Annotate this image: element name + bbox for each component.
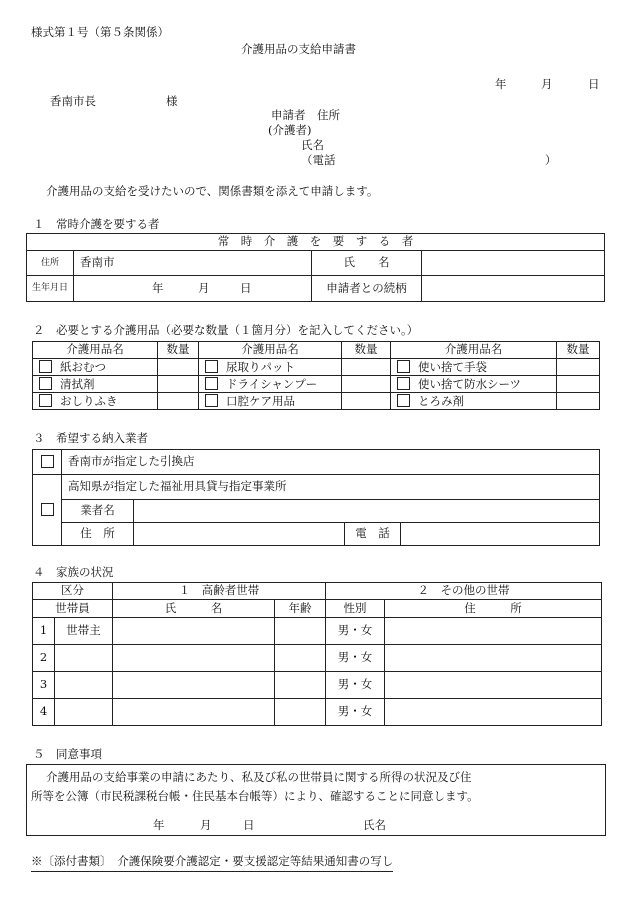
item-urine-pad[interactable]: 尿取りパット (199, 359, 342, 376)
vendor-option2-label: 高知県が指定した福祉用具貸与指定事業所 (62, 475, 600, 500)
name-field[interactable] (113, 618, 275, 645)
item-name-header: 介護用品名 (33, 342, 158, 359)
checkbox[interactable] (397, 377, 410, 390)
checkbox[interactable] (39, 360, 52, 373)
checkbox[interactable] (39, 394, 52, 407)
birth-day-label: 日 (240, 281, 252, 295)
consent-year-label: 年 (153, 818, 165, 832)
sex-field[interactable]: 男・女 (326, 618, 385, 645)
qty-header: 数量 (557, 342, 600, 359)
sex-header: 性別 (326, 600, 385, 618)
qty-field[interactable] (158, 359, 199, 376)
consent-day-label: 日 (243, 818, 255, 832)
vendor-address-label: 住 所 (62, 523, 134, 546)
checkbox[interactable] (205, 360, 218, 373)
member-header: 世帯員 (33, 600, 113, 618)
family-table (32, 582, 602, 726)
item-name-header: 介護用品名 (199, 342, 342, 359)
vendor-phone-label: 電 話 (345, 523, 401, 546)
birthdate-label: 生年月日 (27, 276, 74, 302)
relation-label: 申請者との続柄 (312, 276, 422, 302)
row-number: 3 (33, 672, 55, 699)
vendor-option1-checkbox[interactable] (33, 450, 62, 475)
consent-text-line1: 介護用品の支給事業の申請にあたり、私及び私の世帯員に関する所得の状況及び住 (46, 770, 472, 784)
page-title: 介護用品の支給申請書 (241, 42, 356, 56)
age-field[interactable] (275, 618, 326, 645)
address-field[interactable] (385, 618, 602, 645)
intro-text: 介護用品の支給を受けたいので、関係書類を添えて申請します。 (46, 184, 379, 198)
consent-text-line2: 所等を公簿（市民税課税台帳・住民基本台帳等）により、確認することに同意します。 (31, 789, 479, 803)
name-field[interactable] (113, 699, 275, 726)
checkbox[interactable] (39, 377, 52, 390)
vendor-address-field[interactable] (134, 523, 345, 546)
sex-field[interactable]: 男・女 (326, 672, 385, 699)
age-field[interactable] (275, 699, 326, 726)
checkbox[interactable] (397, 360, 410, 373)
name-field[interactable] (113, 645, 275, 672)
attachment-note (31, 856, 393, 868)
vendor-option2-checkbox[interactable] (33, 475, 62, 546)
date-year-label: 年 (495, 77, 507, 91)
sex-field[interactable]: 男・女 (326, 645, 385, 672)
care-recipient-table (26, 233, 605, 302)
section5-heading: ５ 同意事項 (33, 747, 102, 761)
qty-field[interactable] (342, 359, 391, 376)
household-type-elderly[interactable]: １ 高齢者世帯 (113, 583, 326, 600)
qty-field[interactable] (557, 376, 600, 393)
qty-header: 数量 (342, 342, 391, 359)
name-header: 氏 名 (113, 600, 275, 618)
birthdate-field[interactable] (74, 276, 312, 302)
vendor-phone-field[interactable] (401, 523, 600, 546)
name-field[interactable] (113, 672, 275, 699)
consent-month-label: 月 (200, 818, 212, 832)
age-field[interactable] (275, 672, 326, 699)
section1-heading: １ 常時介護を要する者 (33, 217, 160, 231)
age-header: 年齢 (275, 600, 326, 618)
item-wipes[interactable]: おしりふき (33, 393, 158, 410)
address-label: 住所 (27, 251, 74, 276)
applicant-phone-label: （電話 (301, 153, 336, 167)
consent-box (26, 764, 606, 836)
checkbox[interactable] (397, 394, 410, 407)
date-day-label: 日 (588, 77, 600, 91)
item-name-header: 介護用品名 (391, 342, 557, 359)
member-cell[interactable] (55, 699, 113, 726)
item-dry-shampoo[interactable]: ドライシャンプー (199, 376, 342, 393)
section4-heading: ４ 家族の状況 (33, 565, 114, 579)
row-number: 2 (33, 645, 55, 672)
consent-name-label: 氏名 (363, 818, 386, 832)
birth-year-label: 年 (152, 281, 164, 295)
addressee: 香南市長 (50, 94, 96, 108)
address-field[interactable] (385, 672, 602, 699)
honorific: 様 (166, 94, 178, 108)
item-thickener[interactable]: とろみ剤 (391, 393, 557, 410)
address-field[interactable]: 香南市 (74, 251, 312, 276)
care-items-table (32, 341, 600, 410)
caregiver-label: (介護者) (268, 123, 312, 137)
address-field[interactable] (385, 699, 602, 726)
item-oral-care[interactable]: 口腔ケア用品 (199, 393, 342, 410)
item-cleanser[interactable]: 清拭剤 (33, 376, 158, 393)
qty-field[interactable] (158, 393, 199, 410)
relation-field[interactable] (422, 276, 605, 302)
qty-field[interactable] (557, 393, 600, 410)
sex-field[interactable]: 男・女 (326, 699, 385, 726)
qty-header: 数量 (158, 342, 199, 359)
item-waterproof-sheet[interactable]: 使い捨て防水シーツ (391, 376, 557, 393)
form-number: 様式第１号（第５条関係） (31, 25, 169, 39)
applicant-address-label: 申請者 住所 (271, 108, 340, 122)
applicant-name-label: 氏名 (301, 138, 324, 152)
item-diapers[interactable]: 紙おむつ (33, 359, 158, 376)
checkbox[interactable] (205, 394, 218, 407)
recipient-name-label: 氏 名 (312, 251, 422, 276)
row-number: 1 (33, 618, 55, 645)
attachment-text: ※〔添付書類〕 介護保険要介護認定・要支援認定等結果通知書の写し (31, 854, 393, 872)
vendor-table (32, 449, 600, 546)
row-number: 4 (33, 699, 55, 726)
business-name-field[interactable] (134, 500, 600, 523)
member-cell[interactable] (55, 672, 113, 699)
vendor-option1-label: 香南市が指定した引換店 (62, 450, 600, 475)
address-header: 住 所 (385, 600, 602, 618)
recipient-name-field[interactable] (422, 251, 605, 276)
qty-field[interactable] (342, 376, 391, 393)
applicant-phone-close: ） (545, 153, 557, 167)
table-row (33, 645, 602, 672)
date-month-label: 月 (541, 77, 553, 91)
table-row (33, 672, 602, 699)
qty-field[interactable] (557, 359, 600, 376)
household-type-other[interactable]: ２ その他の世帯 (326, 583, 602, 600)
category-label: 区分 (33, 583, 113, 600)
age-field[interactable] (275, 645, 326, 672)
qty-field[interactable] (158, 376, 199, 393)
business-name-label: 業者名 (62, 500, 134, 523)
table-row (33, 618, 602, 645)
member-cell: 世帯主 (55, 618, 113, 645)
care-recipient-band: 常 時 介 護 を 要 す る 者 (27, 234, 605, 251)
table-row (33, 699, 602, 726)
address-field[interactable] (385, 645, 602, 672)
birth-month-label: 月 (198, 281, 210, 295)
member-cell[interactable] (55, 645, 113, 672)
section3-heading: ３ 希望する納入業者 (33, 431, 148, 445)
section2-heading: ２ 必要とする介護用品（必要な数量（１箇月分）を記入してください。） (33, 323, 419, 337)
qty-field[interactable] (342, 393, 391, 410)
item-gloves[interactable]: 使い捨て手袋 (391, 359, 557, 376)
checkbox[interactable] (205, 377, 218, 390)
